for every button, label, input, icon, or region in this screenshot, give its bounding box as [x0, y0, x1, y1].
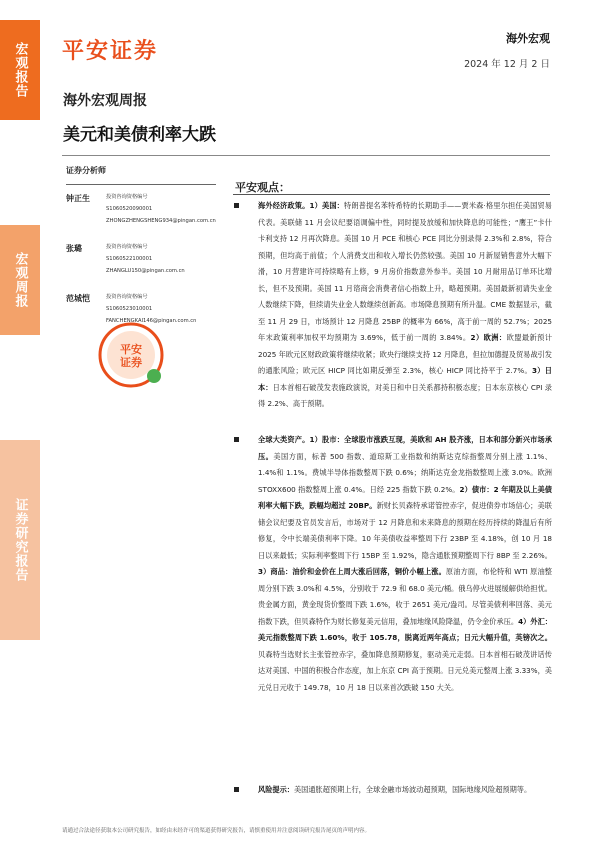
bullet-square-icon: [234, 203, 239, 208]
svg-text:平安: 平安: [120, 343, 142, 356]
report-subtitle: 海外宏观周报: [63, 93, 147, 109]
analyst-panel-title: 证券分析师: [66, 165, 216, 185]
bullet-square-icon: [234, 437, 239, 442]
analyst-license-number: S1060523010001: [106, 306, 153, 312]
header-meta: [464, 30, 550, 70]
company-logo: 平安证券: [62, 39, 159, 64]
analyst-license-label: 投资咨询资格编号: [106, 244, 148, 250]
title-divider: [62, 155, 550, 156]
section-title: 平安观点：: [235, 181, 290, 194]
footer-disclaimer: 请通过合法途径获取本公司研究报告，如经由未经许可的渠道获得研究报告，请慎重使用并注意阅读研究报告尾页的声明内容。: [62, 828, 371, 834]
analyst-email[interactable]: FANCHENGKAI146@pingan.com.cn: [106, 318, 197, 324]
sidebar-tag-macro-report: 宏观报告: [0, 20, 40, 120]
analyst-license-label: 投资咨询资格编号: [106, 294, 148, 300]
left-sidebar: [0, 0, 40, 843]
doc-type: 海外宏观: [506, 32, 550, 45]
analyst-email[interactable]: ZHONGZHENGSHENG934@pingan.com.cn: [106, 218, 216, 224]
analyst-name: 张璐: [66, 244, 82, 253]
svg-text:证券: 证券: [120, 356, 142, 369]
sidebar-tag-macro-weekly: 宏观周报: [0, 225, 40, 335]
section-divider: [233, 194, 550, 195]
analyst-name: 钟正生: [66, 194, 90, 203]
bullet-square-icon: [234, 787, 239, 792]
bullet-economic-policy: 海外经济政策。1）美国：特朗普提名苯特希特的长期助手——贾米森·格里尔担任美国贸易代表。美联储 11 月会议纪要语调偏中性，同时提及放缓和加快降息的可能性；“鹰王”卡什卡利支持 12 月再次降息。美国 10 月 PCE 和核心 PCE 同比分别录得 2.3%和 2.8%，符合预期，但均高于前值；个人消费支出和收入增长仍然较强。美国 10 月新屋销售意外大幅下滑，10 月营建许可持续略有上修，9 月房价指数意外参半。美国 10 月耐用品订单环比增长，但不及预期。美国 11 月谘商会消费者信心指数上升，略超预期。美国最新初请失业金人数继续下降，但续请失业金人数继续创新高。市场降息预期有所升温。CME 数据显示，截至 11 月 29 日，市场预计 12 月降息 25BP 的概率为 66%，高于前一周的 52.7%；2025 年末政策利率加权平均预期为 3.69%，低于前一周的 3.84%。2）欧洲：欧盟最新预计 2025 年欧元区财政政策将继续收紧；欧央行继续支持 12 月降息，但拉加德提及贸易战引发的通胀风险；欧元区 HICP 同比如期反弹至 2.3%，核心 HICP 同比持平于 2.7%。3）日本：日本首相石破茂发表施政演说，对美日和中日关系都持积极态度；日本东京核心 CPI 录得 2.2%、高于预期。: [234, 198, 552, 413]
analyst-email[interactable]: ZHANGLU150@pingan.com.cn: [106, 268, 185, 274]
report-title: 美元和美债利率大跌: [63, 125, 216, 145]
analyst-entry: [66, 191, 216, 235]
analyst-license-label: 投资咨询资格编号: [106, 194, 148, 200]
analyst-name: 范城恺: [66, 294, 90, 303]
bullet-risk-warning: 风险提示：美国通胀超预期上行，全球金融市场波动超预期，国际地缘风险超预期等。: [234, 782, 552, 799]
analyst-license-number: S1060522100001: [106, 256, 153, 262]
sidebar-tag-securities-research: 证券研究报告: [0, 440, 40, 640]
company-seal-icon: [96, 320, 166, 390]
bullet-asset-classes: 全球大类资产。1）股市：全球股市涨跌互现，美欧和 AH 股齐涨，日本和部分新兴市场承压。美国方面，标普 500 指数、道琼斯工业指数和纳斯达克综指整周分别上涨 1.1%、1.4%和 1.1%。费城半导体指数整周下跌 0.6%；纳斯达克金龙指数整周上涨 3.0%。欧洲 STOXX600 指数整周上涨 0.4%。日经 225 指数下跌 0.2%。2）债市：2 年期及以上美债利率大幅下跌，跌幅均超过 20BP。新财长贝森特承诺管控赤字，促进债券市场信心；美联储会议纪要及官员发言后，市场对于 12 月降息和未来降息的预期在经历持续的降温后有所修复，令中长端美债利率下降。10 年美债收益率整周下行 23BP 至 4.18%，创 10 月 18 日以来最低；实际利率整周下行 15BP 至 1.92%，隐含通胀预期整周下行 8BP 至 2.26%。3）商品：油价和金价在上周大涨后回落，铜价小幅上涨。原油方面，布伦特和 WTI 原油整周分别下跌 3.0%和 4.5%，分别收于 72.9 和 68.0 美元/桶。俄乌停火进展缓解供给担忧。贵金属方面，黄金现货价整周下跌 1.6%，收于 2651 美元/盎司。尽管美债利率回落、美元指数下跌，但贝森特作为财长修复美元信用，叠加地缘风险降温，仍令金价承压。4）外汇：美元指数整周下跌 1.60%，收于 105.78，脱离近两年高点；日元大幅升值，英镑次之。贝森特当选财长主张管控赤字，叠加降息预期修复，驱动美元走弱。日本首相石破茂讲话传达对美国、中国的积极合作态度，加上东京 CPI 高于预期。日元兑美元整周上涨 3.33%，美元兑日元收于 149.78，10 月 18 日以来首次跌破 150 大关。: [234, 432, 552, 696]
analyst-panel: [66, 165, 216, 335]
analyst-entry: [66, 241, 216, 285]
analyst-license-number: S1060520090001: [106, 206, 153, 212]
doc-date: 2024 年 12 月 2 日: [464, 59, 550, 70]
